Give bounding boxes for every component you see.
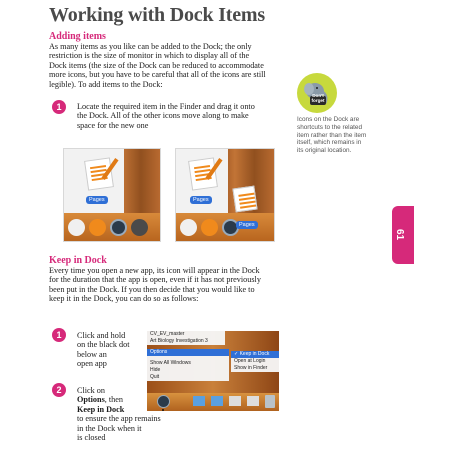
step-line: to ensure the app remains: [77, 414, 161, 424]
options-submenu: [231, 351, 279, 372]
section-heading-adding-items: Adding items: [49, 31, 106, 42]
menu-item-options[interactable]: Options: [147, 349, 229, 356]
step-number-badge: 1: [52, 100, 66, 114]
badge-line: Don't: [312, 93, 324, 98]
tip-line: itself, which remains in: [297, 139, 362, 147]
menu-item-quit[interactable]: Quit: [150, 374, 160, 380]
menu-item[interactable]: CV_EV_master: [150, 331, 185, 337]
folder-icon[interactable]: [193, 396, 205, 406]
step-instruction: [77, 102, 292, 130]
app-store-icon[interactable]: [110, 219, 127, 236]
dock: [147, 393, 279, 411]
app-icon[interactable]: [157, 395, 170, 408]
menu-item-show-all-windows[interactable]: Show All Windows: [150, 360, 191, 366]
badge-line: forget: [311, 97, 325, 103]
paragraph-line: Dock items (the size of the Dock can be reduced to accommodate: [49, 60, 264, 70]
step-instruction: [77, 331, 147, 369]
adding-items-paragraph: [49, 42, 283, 89]
page-number: 61: [394, 228, 406, 241]
paragraph-line: keep it in the Dock, you can do so as follows:: [49, 294, 199, 304]
step-line: Click on: [77, 386, 105, 395]
paragraph-line: been put in the Dock. If you then decide that you would like to: [49, 284, 255, 294]
step-line: the Dock. All of the other icons move along to make: [77, 111, 249, 121]
time-machine-icon[interactable]: [131, 219, 148, 236]
ibooks-icon[interactable]: [201, 219, 218, 236]
folder-icon[interactable]: [211, 396, 223, 406]
keep-in-dock-term: Keep in Dock: [77, 404, 125, 414]
document-icon[interactable]: [247, 396, 259, 406]
dragged-pages-icon[interactable]: [232, 186, 257, 213]
pages-file-label: Pages: [190, 196, 212, 204]
menu-item-open-at-login[interactable]: Open at Login: [234, 358, 266, 364]
tip-line: item rather than the item: [297, 131, 367, 139]
dock: [176, 213, 274, 241]
paragraph-line: more icons, but you have to be careful that all of the icons are still: [49, 70, 266, 80]
document-icon[interactable]: [229, 396, 241, 406]
paragraph-line: As many items as you like can be added to the Dock; the only: [49, 42, 252, 51]
tip-line: its original location.: [297, 147, 352, 155]
step-number-badge: 1: [52, 328, 66, 342]
menu-item-hide[interactable]: Hide: [150, 367, 161, 373]
ibooks-icon[interactable]: [89, 219, 106, 236]
step-line: on the black dot: [77, 340, 130, 350]
step-line: in the Dock when it: [77, 423, 142, 433]
paragraph-line: Every time you open a new app, its icon will appear in the Dock: [49, 266, 260, 275]
options-term: Options: [77, 395, 105, 405]
context-menu-screenshot: [147, 331, 279, 411]
recent-items-menu: [147, 331, 225, 345]
menu-item-show-in-finder[interactable]: Show in Finder: [234, 365, 268, 371]
trash-icon[interactable]: [265, 395, 275, 408]
dont-forget-badge: [297, 73, 337, 113]
dock-context-menu: [147, 349, 229, 381]
paragraph-line: restriction is the size of monitor in which to display all of the: [49, 51, 250, 61]
page-title: Working with Dock Items: [49, 4, 265, 26]
dock-screenshot-before: [63, 148, 161, 242]
step-line: open app: [77, 359, 107, 369]
pages-file-label: Pages: [86, 196, 108, 204]
section-heading-keep-in-dock: Keep in Dock: [49, 255, 107, 266]
pages-app-icon[interactable]: [84, 157, 114, 190]
step-line: below an: [77, 349, 107, 359]
step-line: Locate the required item in the Finder and drag it onto: [77, 102, 255, 111]
dont-forget-label: [307, 94, 329, 103]
sidebar-tip: [297, 116, 375, 155]
dock-screenshot-after: [175, 148, 275, 242]
paragraph-line: for the duration that the app is open, even if it has not previously: [49, 275, 261, 285]
paragraph-line: legible). To add items to the Dock:: [49, 79, 163, 89]
dock: [64, 213, 160, 241]
step-line: is closed: [77, 433, 106, 443]
itunes-icon[interactable]: [68, 219, 85, 236]
step-connector: , then: [104, 395, 123, 405]
step-line: space for the new one: [77, 120, 149, 130]
step-line: Click and hold: [77, 331, 126, 340]
menu-item-keep-in-dock[interactable]: ✓ Keep in Dock: [231, 351, 279, 358]
page-number-tab: [392, 206, 414, 264]
pages-app-icon[interactable]: [188, 157, 218, 190]
menu-item[interactable]: Art Biology Investigation 3: [150, 338, 208, 344]
keep-in-dock-paragraph: [49, 266, 289, 304]
tip-line: shortcuts to the related: [297, 123, 363, 131]
dragged-pages-label: Pages: [236, 221, 258, 229]
step-number-badge: 2: [52, 383, 66, 397]
open-app-indicator-dot[interactable]: [162, 409, 164, 411]
itunes-icon[interactable]: [180, 219, 197, 236]
tip-line: Icons on the Dock are: [297, 116, 360, 123]
